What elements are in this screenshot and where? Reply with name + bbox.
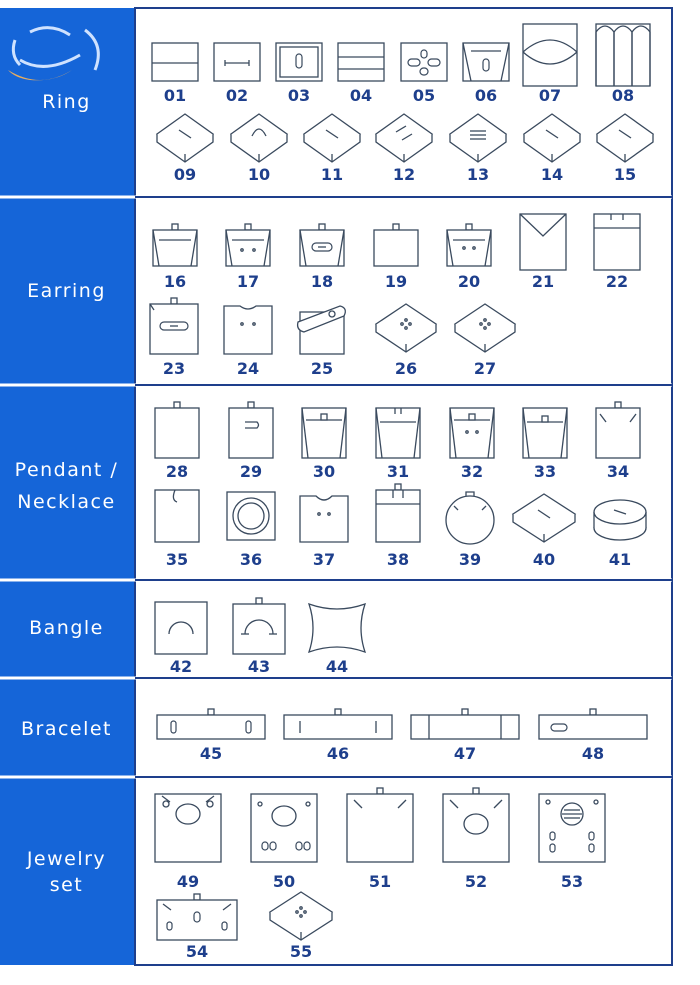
item-17-icon	[226, 224, 270, 266]
item-number: 29	[239, 462, 263, 481]
item-number: 40	[532, 550, 556, 569]
item-34-icon	[596, 402, 640, 458]
item-19-icon	[374, 224, 418, 266]
item-number: 13	[466, 165, 490, 184]
item-47-icon	[411, 709, 519, 739]
item-number: 16	[163, 272, 187, 291]
item-number: 09	[173, 165, 197, 184]
item-number: 44	[325, 657, 349, 676]
item-number: 17	[236, 272, 260, 291]
item-number: 37	[312, 550, 336, 569]
item-42-icon	[155, 602, 207, 654]
item-number: 08	[611, 86, 635, 105]
item-number: 05	[412, 86, 436, 105]
item-50-icon	[251, 794, 317, 862]
item-number: 02	[225, 86, 249, 105]
category-label-ring: Ring	[42, 91, 91, 113]
item-number: 33	[533, 462, 557, 481]
item-41-icon	[594, 500, 646, 540]
item-number: 36	[239, 550, 263, 569]
item-number: 01	[163, 86, 187, 105]
item-18-icon	[300, 224, 344, 266]
category-label-pendant-necklace: Pendant / Necklace	[14, 459, 119, 513]
item-number: 28	[165, 462, 189, 481]
item-08-icon	[596, 24, 650, 86]
item-16-icon	[153, 224, 197, 266]
item-13-icon	[450, 114, 506, 162]
item-25-icon	[298, 306, 346, 354]
item-44-icon	[309, 604, 365, 652]
item-49-icon	[155, 794, 221, 862]
item-43-icon	[233, 598, 285, 654]
item-number: 45	[199, 744, 223, 763]
item-30-icon	[302, 408, 346, 458]
item-number: 32	[460, 462, 484, 481]
item-number: 21	[531, 272, 555, 291]
item-number: 27	[473, 359, 497, 378]
item-number: 22	[605, 272, 629, 291]
item-02-icon	[214, 43, 260, 81]
item-number: 53	[560, 872, 584, 891]
item-number: 14	[540, 165, 564, 184]
item-number: 52	[464, 872, 488, 891]
item-number: 03	[287, 86, 311, 105]
item-number: 07	[538, 86, 562, 105]
item-number: 49	[176, 872, 200, 891]
item-number: 23	[162, 359, 186, 378]
item-09-icon	[157, 114, 213, 162]
item-number: 50	[272, 872, 296, 891]
item-06-icon	[463, 43, 509, 81]
item-45-icon	[157, 709, 265, 739]
item-31-icon	[376, 408, 420, 458]
item-number: 20	[457, 272, 481, 291]
item-52-icon	[443, 788, 509, 862]
item-33-icon	[523, 408, 567, 458]
item-38-icon	[376, 484, 420, 542]
item-number: 51	[368, 872, 392, 891]
item-number: 31	[386, 462, 410, 481]
item-number: 30	[312, 462, 336, 481]
item-35-icon	[155, 490, 199, 542]
item-15-icon	[597, 114, 653, 162]
item-14-icon	[524, 114, 580, 162]
item-number: 26	[394, 359, 418, 378]
item-number: 04	[349, 86, 373, 105]
category-label-jewelry-set: Jewelry set	[26, 848, 107, 896]
item-36-icon	[227, 492, 275, 540]
item-51-icon	[347, 788, 413, 862]
item-04-icon	[338, 43, 384, 81]
item-21-icon	[520, 214, 566, 270]
item-number: 19	[384, 272, 408, 291]
item-07-icon	[523, 24, 577, 86]
item-37-icon	[300, 496, 348, 542]
item-20-icon	[447, 224, 491, 266]
item-03-icon	[276, 43, 322, 81]
item-number: 46	[326, 744, 350, 763]
item-number: 12	[392, 165, 416, 184]
item-55-icon	[270, 892, 332, 940]
item-number: 06	[474, 86, 498, 105]
item-number: 24	[236, 359, 260, 378]
item-number: 41	[608, 550, 632, 569]
item-01-icon	[152, 43, 198, 81]
item-number: 11	[320, 165, 344, 184]
item-39-icon	[446, 492, 494, 544]
item-12-icon	[376, 114, 432, 162]
item-number: 10	[247, 165, 271, 184]
item-22-icon	[594, 214, 640, 270]
item-number: 25	[310, 359, 334, 378]
item-29-icon	[229, 402, 273, 458]
item-number: 54	[185, 942, 209, 961]
item-40-icon	[513, 494, 575, 542]
item-number: 42	[169, 657, 193, 676]
item-54-icon	[157, 894, 237, 940]
item-number: 55	[289, 942, 313, 961]
item-number: 15	[613, 165, 637, 184]
item-32-icon	[450, 408, 494, 458]
item-23-icon	[150, 298, 198, 354]
category-label-bracelet: Bracelet	[20, 718, 113, 740]
category-label-earring: Earring	[27, 280, 106, 302]
item-number: 18	[310, 272, 334, 291]
item-05-icon	[401, 43, 447, 81]
item-26-icon	[376, 304, 436, 352]
item-11-icon	[304, 114, 360, 162]
category-label-bangle: Bangle	[29, 617, 104, 639]
item-28-icon	[155, 402, 199, 458]
item-number: 48	[581, 744, 605, 763]
item-number: 43	[247, 657, 271, 676]
item-53-icon	[539, 794, 605, 862]
item-24-icon	[224, 306, 272, 354]
item-number: 34	[606, 462, 630, 481]
item-number: 47	[453, 744, 477, 763]
item-27-icon	[455, 304, 515, 352]
item-number: 35	[165, 550, 189, 569]
item-number: 38	[386, 550, 410, 569]
item-10-icon	[231, 114, 287, 162]
item-48-icon	[539, 709, 647, 739]
item-46-icon	[284, 709, 392, 739]
item-number: 39	[458, 550, 482, 569]
